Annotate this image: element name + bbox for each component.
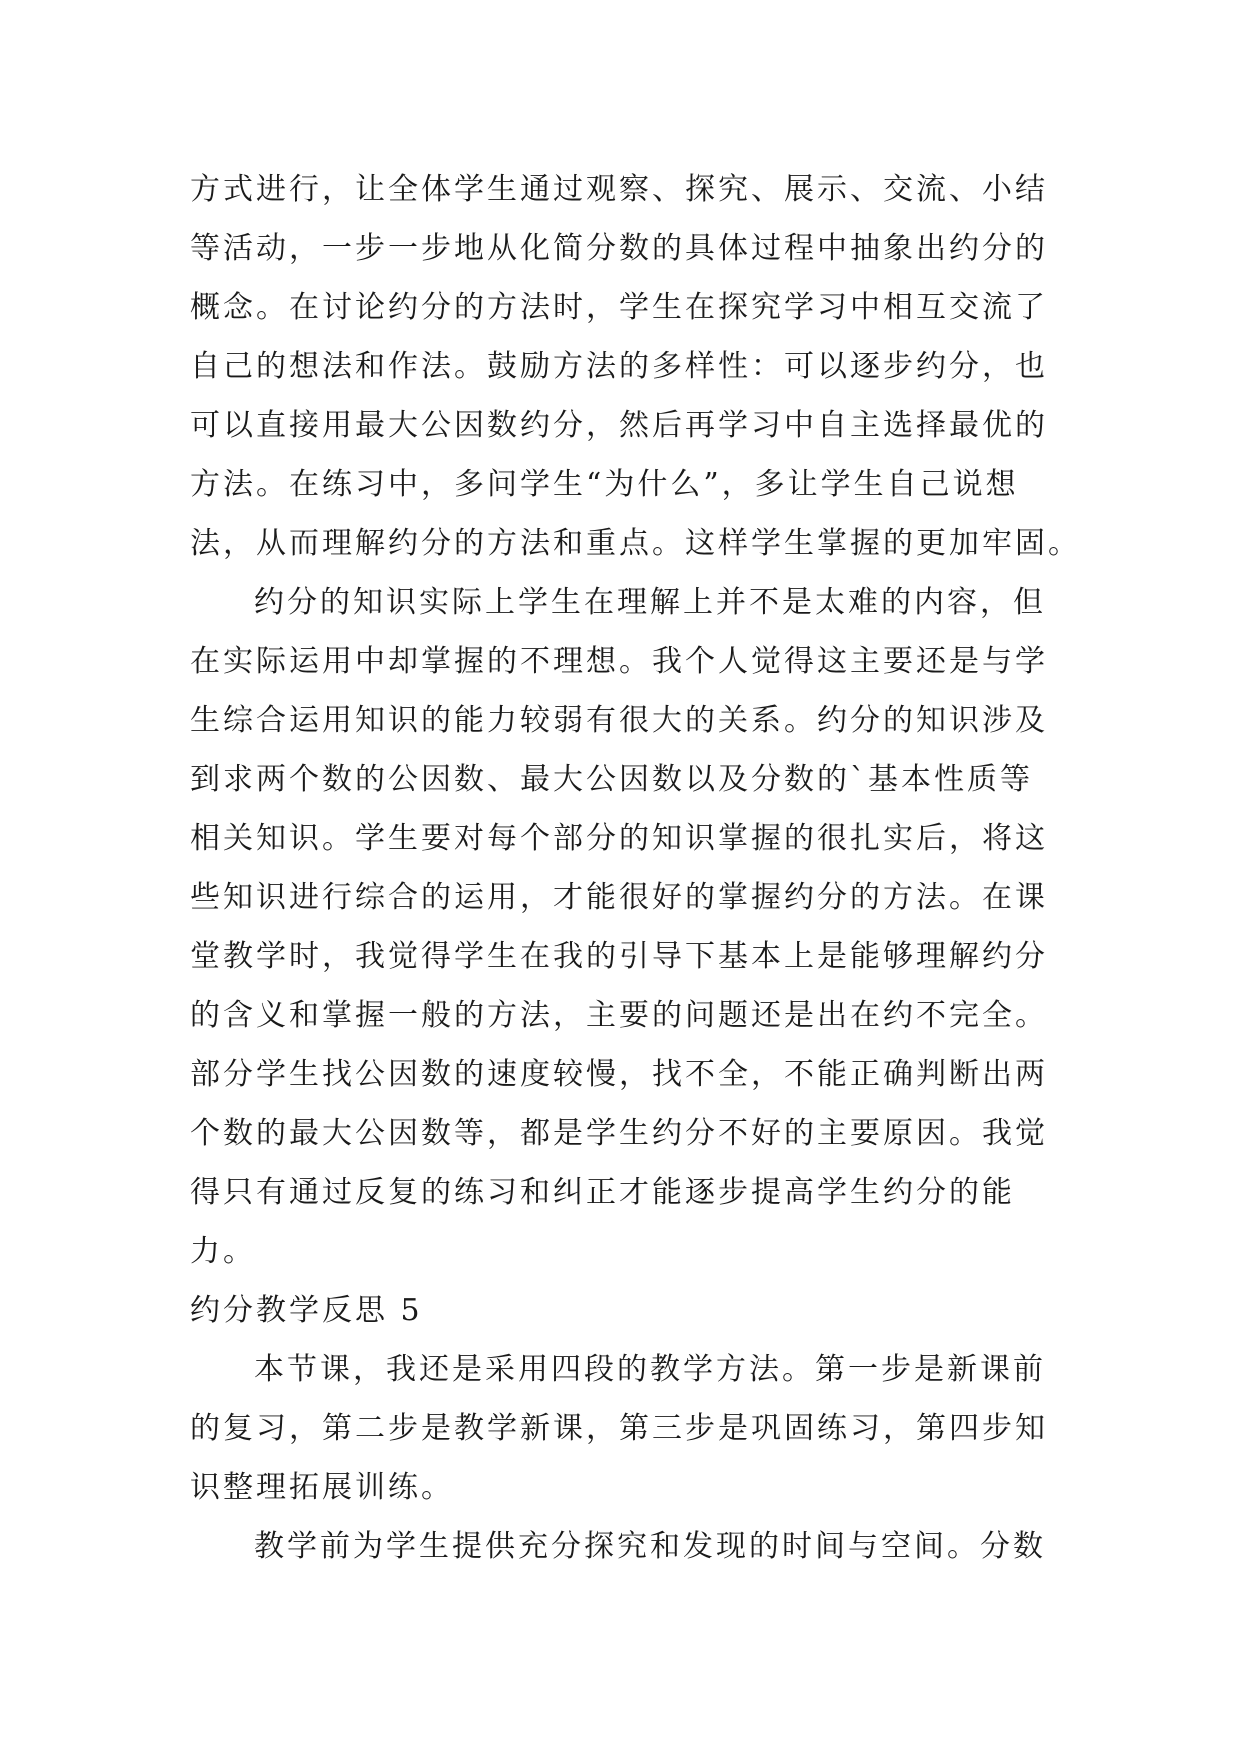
- text-line: 方法。在练习中，多问学生“为什么”，多让学生自己说想: [190, 467, 1019, 502]
- text-line: 自己的想法和作法。鼓励方法的多样性：可以逐步约分，也: [190, 349, 1048, 384]
- text-line: 识整理拓展训练。: [190, 1470, 454, 1505]
- paragraph-start-line: 约分的知识实际上学生在理解上并不是太难的内容，但: [254, 585, 1046, 620]
- section-heading: 约分教学反思 5: [190, 1293, 423, 1328]
- paragraph-start-line: 本节课，我还是采用四段的教学方法。第一步是新课前: [254, 1352, 1046, 1387]
- text-line: 概念。在讨论约分的方法时，学生在探究学习中相互交流了: [190, 290, 1048, 325]
- text-line: 法，从而理解约分的方法和重点。这样学生掌握的更加牢固。: [190, 526, 1081, 561]
- text-line: 得只有通过反复的练习和纠正才能逐步提高学生约分的能: [190, 1175, 1015, 1210]
- paragraph-start-line: 教学前为学生提供充分探究和发现的时间与空间。分数: [254, 1529, 1046, 1564]
- text-line: 力。: [190, 1234, 256, 1269]
- text-line: 些知识进行综合的运用，才能很好的掌握约分的方法。在课: [190, 880, 1048, 915]
- text-line: 到求两个数的公因数、最大公因数以及分数的`基本性质等: [190, 762, 1033, 797]
- text-line: 方式进行，让全体学生通过观察、探究、展示、交流、小结: [190, 172, 1048, 207]
- text-line: 等活动，一步一步地从化简分数的具体过程中抽象出约分的: [190, 231, 1048, 266]
- text-line: 的复习，第二步是教学新课，第三步是巩固练习，第四步知: [190, 1411, 1048, 1446]
- text-line: 堂教学时，我觉得学生在我的引导下基本上是能够理解约分: [190, 939, 1048, 974]
- text-line: 个数的最大公因数等，都是学生约分不好的主要原因。我觉: [190, 1116, 1048, 1151]
- text-line: 在实际运用中却掌握的不理想。我个人觉得这主要还是与学: [190, 644, 1048, 679]
- text-line: 相关知识。学生要对每个部分的知识掌握的很扎实后，将这: [190, 821, 1048, 856]
- text-line: 部分学生找公因数的速度较慢，找不全，不能正确判断出两: [190, 1057, 1048, 1092]
- text-line: 的含义和掌握一般的方法，主要的问题还是出在约不完全。: [190, 998, 1048, 1033]
- text-line: 生综合运用知识的能力较弱有很大的关系。约分的知识涉及: [190, 703, 1048, 738]
- text-line: 可以直接用最大公因数约分，然后再学习中自主选择最优的: [190, 408, 1048, 443]
- document-body: [190, 160, 1081, 1576]
